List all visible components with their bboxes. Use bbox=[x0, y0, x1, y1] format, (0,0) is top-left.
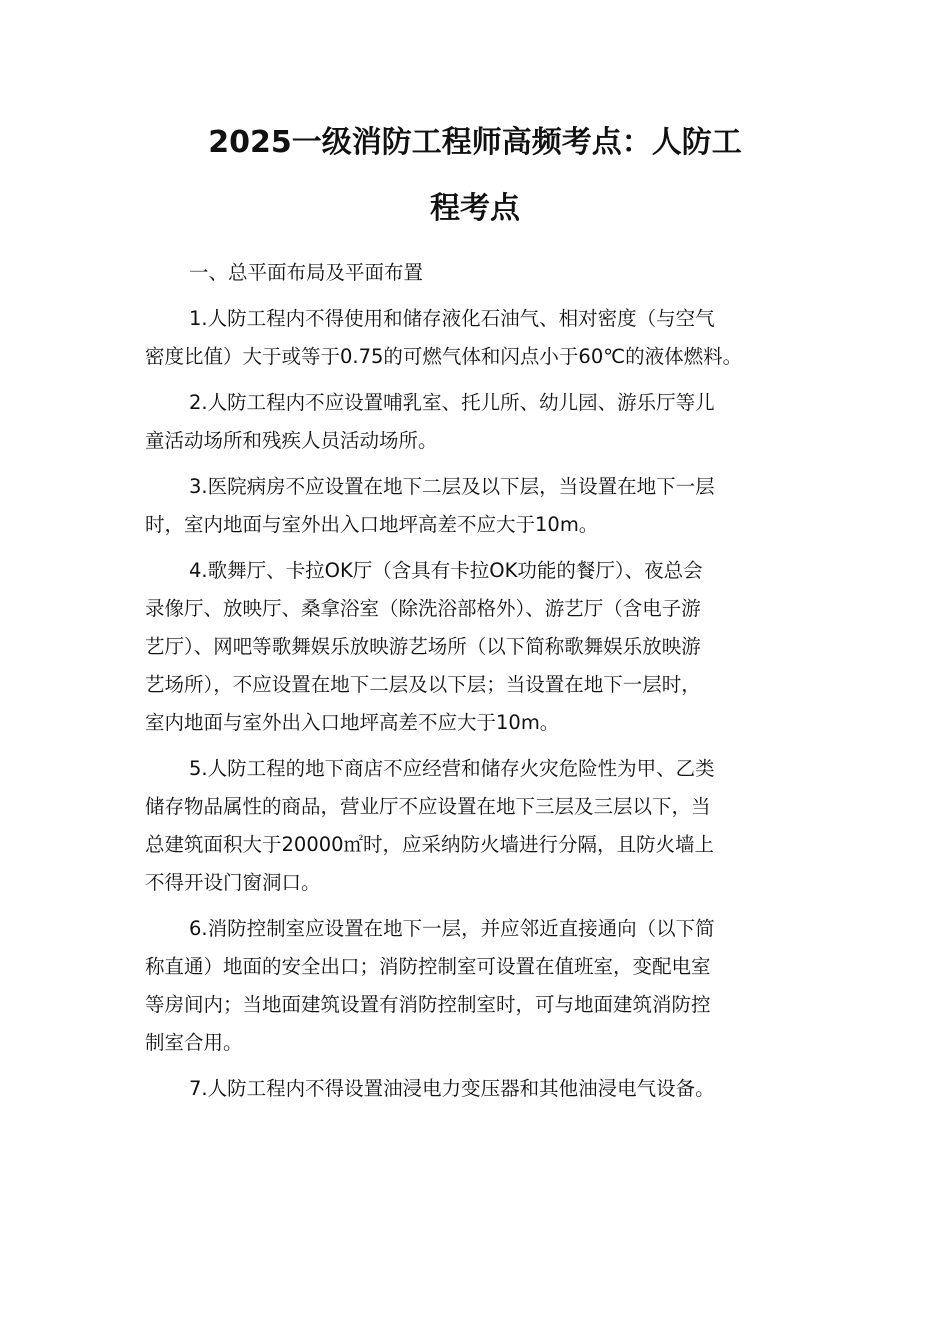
paragraph-line: 艺场所），不应设置在地下二层及以下层；当设置在地下一层时， bbox=[145, 673, 701, 696]
paragraph-line: 不得开设门窗洞口。 bbox=[145, 871, 321, 894]
paragraph-line: 3.医院病房不应设置在地下二层及以下层，当设置在地下一层 bbox=[189, 475, 715, 498]
paragraph-line: 6.消防控制室应设置在地下一层，并应邻近直接通向（以下简 bbox=[189, 917, 715, 940]
title-line-1: 2025一级消防工程师高频考点：人防工 bbox=[208, 125, 742, 160]
paragraph-line: 1.人防工程内不得使用和储存液化石油气、相对密度（与空气 bbox=[189, 307, 715, 330]
paragraph-line: 童活动场所和残疾人员活动场所。 bbox=[145, 429, 438, 452]
document-title bbox=[145, 110, 805, 242]
paragraph-line: 5.人防工程的地下商店不应经营和储存火灾危险性为甲、乙类 bbox=[189, 757, 715, 780]
paragraph-line: 总建筑面积大于20000㎡时，应采纳防火墙进行分隔，且防火墙上 bbox=[145, 833, 715, 856]
paragraph-line: 7.人防工程内不得设置油浸电力变压器和其他油浸电气设备。 bbox=[189, 1077, 715, 1100]
paragraph-line: 密度比值）大于或等于0.75的可燃气体和闪点小于60℃的液体燃料。 bbox=[145, 345, 743, 368]
section-heading-text: 一、总平面布局及平面布置 bbox=[189, 261, 424, 284]
paragraph-line: 时，室内地面与室外出入口地坪高差不应大于10m。 bbox=[145, 513, 599, 536]
paragraph-line: 室内地面与室外出入口地坪高差不应大于10m。 bbox=[145, 711, 560, 734]
paragraph-line: 4.歌舞厅、卡拉OK厅（含具有卡拉OK功能的餐厅）、夜总会 bbox=[189, 559, 703, 582]
paragraph-2 bbox=[145, 384, 810, 460]
paragraph-3 bbox=[145, 468, 810, 544]
paragraph-line: 录像厅、放映厅、桑拿浴室（除洗浴部格外）、游艺厅（含电子游 bbox=[145, 597, 701, 620]
paragraph-line: 等房间内；当地面建筑设置有消防控制室时，可与地面建筑消防控 bbox=[145, 993, 711, 1016]
paragraph-5 bbox=[145, 750, 810, 902]
paragraph-1 bbox=[145, 300, 810, 376]
paragraph-4 bbox=[145, 552, 810, 742]
paragraph-7 bbox=[145, 1070, 810, 1108]
paragraph-line: 2.人防工程内不应设置哺乳室、托儿所、幼儿园、游乐厅等儿 bbox=[189, 391, 715, 414]
paragraph-line: 艺厅）、网吧等歌舞娱乐放映游艺场所（以下简称歌舞娱乐放映游 bbox=[145, 635, 701, 658]
title-line-2: 程考点 bbox=[430, 191, 520, 226]
section-heading bbox=[145, 254, 810, 292]
document-body bbox=[145, 254, 810, 1116]
paragraph-line: 储存物品属性的商品，营业厅不应设置在地下三层及三层以下，当 bbox=[145, 795, 711, 818]
paragraph-6 bbox=[145, 910, 810, 1062]
paragraph-line: 称直通）地面的安全出口；消防控制室可设置在值班室，变配电室 bbox=[145, 955, 711, 978]
paragraph-line: 制室合用。 bbox=[145, 1031, 243, 1054]
